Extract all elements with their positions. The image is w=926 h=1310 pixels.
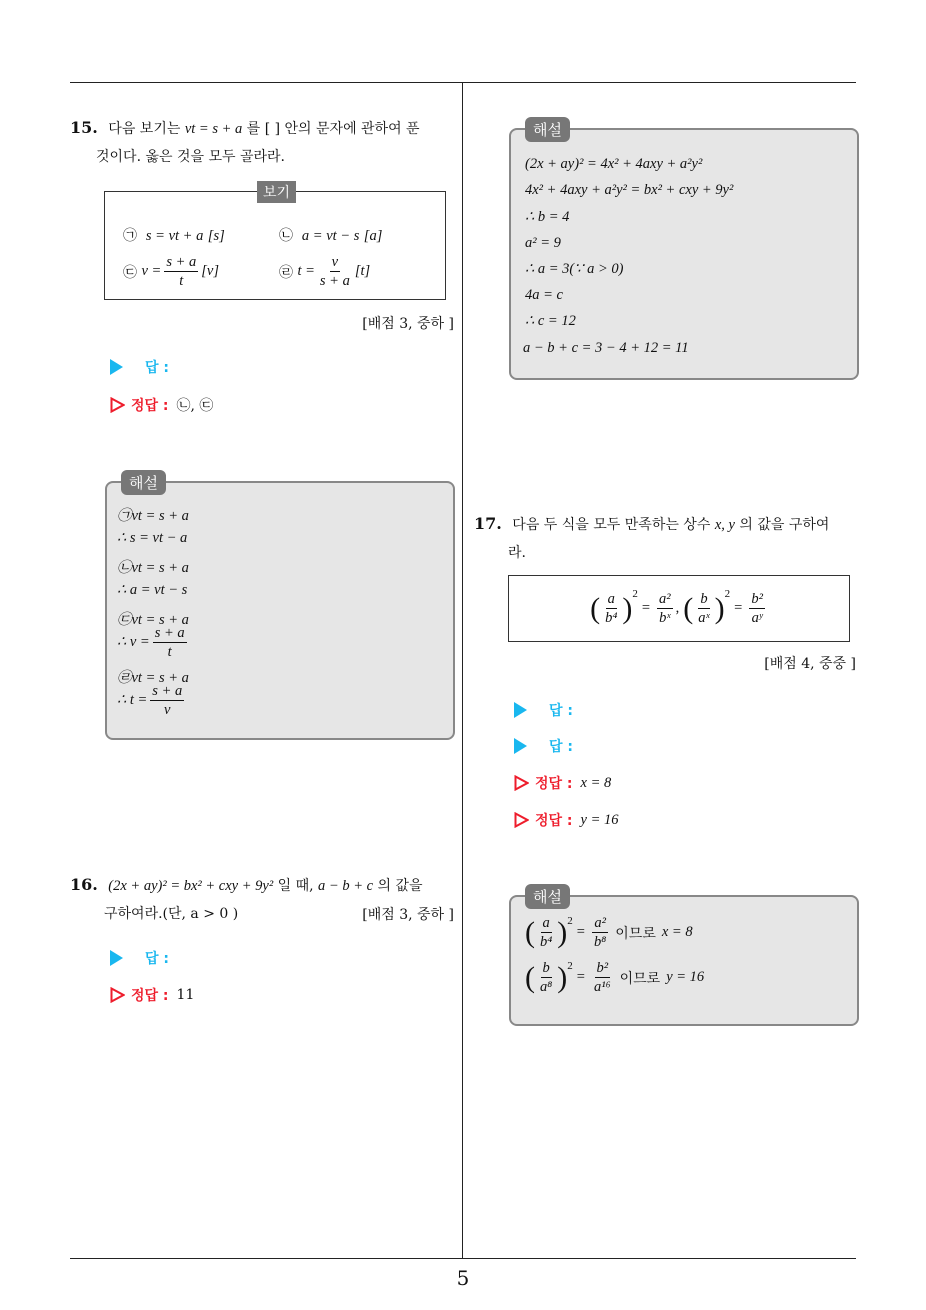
solution-line-fraction xyxy=(117,683,187,718)
answer-label: 답 : xyxy=(145,360,169,376)
q17-answer-row-2[interactable] xyxy=(514,736,573,756)
bogi-mark: ㉣ xyxy=(279,264,293,281)
equals-sign: = xyxy=(576,924,585,940)
exponent: 2 xyxy=(632,588,638,600)
eq-fraction-4 xyxy=(749,591,765,626)
solution-row-2 xyxy=(525,960,704,995)
q17-number: 17. xyxy=(474,514,502,533)
bogi-var: [a] xyxy=(363,228,383,244)
solution-fraction xyxy=(150,683,184,718)
play-icon xyxy=(514,702,527,718)
correct-value: 11 xyxy=(176,987,195,1003)
frac-numerator: b² xyxy=(751,591,763,607)
solution-line: (2x + ay)² = 4x² + 4axy + a²y² xyxy=(525,156,703,172)
correct-label: 정답 : xyxy=(131,398,169,414)
solution-fraction xyxy=(592,960,613,995)
frac-denominator: v xyxy=(164,702,171,718)
open-triangle-icon xyxy=(110,987,125,1003)
solution-line: 4x² + 4axy + a²y² = bx² + cxy + 9y² xyxy=(525,182,734,198)
comma: , xyxy=(675,600,680,616)
frac-denominator: aʸ xyxy=(751,610,763,626)
paren-open: ( xyxy=(525,915,535,949)
open-triangle-icon xyxy=(110,397,125,413)
bogi-item-4 xyxy=(279,254,370,289)
fraction-lhs: ∴ v = xyxy=(117,634,150,650)
q16-line2: 구하여라.(단, a > 0 ) xyxy=(104,906,239,922)
q17-text-a: 다음 두 식을 모두 만족하는 상수 xyxy=(512,517,711,533)
correct-label: 정답 : xyxy=(131,988,169,1004)
eq-fraction-2 xyxy=(657,591,673,626)
paren-open: ( xyxy=(590,591,601,625)
q17-question xyxy=(474,510,864,567)
bogi-item-3 xyxy=(123,254,219,289)
fraction-lhs: ∴ t = xyxy=(117,692,148,708)
bogi-mark: ㉠ xyxy=(123,228,137,244)
bogi-fraction xyxy=(164,254,198,289)
solution-line: ∴ a = vt − s xyxy=(117,582,188,598)
answer-label: 답 : xyxy=(549,739,573,755)
frac-numerator: b xyxy=(542,960,550,976)
solution-row-1 xyxy=(525,915,693,950)
frac-numerator: s + a xyxy=(166,254,197,270)
q15-solution-box xyxy=(105,474,455,740)
solution-text: 이므로 xyxy=(615,925,656,942)
frac-numerator: a² xyxy=(594,915,606,931)
frac-numerator: s + a xyxy=(152,683,183,699)
equals-sign: = xyxy=(641,600,651,616)
frac-denominator: b⁴ xyxy=(605,610,618,626)
answer-label: 답 : xyxy=(145,951,169,967)
solution-text: 이므로 xyxy=(619,970,661,987)
column-divider xyxy=(462,82,463,1259)
q17-line2: 라. xyxy=(508,545,526,561)
bogi-fraction xyxy=(318,254,352,289)
open-triangle-icon xyxy=(514,775,529,791)
q15-text-a: 다음 보기는 xyxy=(108,121,181,137)
q17-equation-box xyxy=(508,575,850,642)
solution-line: a − b + c = 3 − 4 + 12 = 11 xyxy=(523,340,689,356)
correct-value: y = 16 xyxy=(580,811,619,828)
solution-line: ㉣vt = s + a xyxy=(117,670,189,686)
frac-numerator: a xyxy=(542,915,550,931)
frac-numerator: s + a xyxy=(154,625,185,641)
solution-result: x = 8 xyxy=(661,924,693,940)
q16-text-b: 의 값을 xyxy=(377,878,423,894)
eq-fraction-3 xyxy=(696,591,711,626)
paren-close: ) xyxy=(714,591,725,625)
q17-correct-row-1 xyxy=(514,773,611,793)
q15-score: [배점 3, 중하 ] xyxy=(362,316,454,332)
solution-label: 해설 xyxy=(525,884,570,909)
solution-line: a² = 9 xyxy=(525,235,561,251)
solution-line: ㉢vt = s + a xyxy=(117,612,189,628)
frac-denominator: aˣ xyxy=(698,610,710,626)
solution-fraction xyxy=(153,625,187,660)
q16-expression: a − b + c xyxy=(318,878,374,894)
paren-close: ) xyxy=(622,591,633,625)
bogi-lhs: v = xyxy=(141,263,162,279)
q16-score: [배점 3, 중하 ] xyxy=(362,907,454,923)
solution-line: ㉡vt = s + a xyxy=(117,560,189,576)
q15-answer-row[interactable] xyxy=(110,357,169,377)
correct-value: x = 8 xyxy=(580,774,612,791)
frac-numerator: v xyxy=(331,254,339,270)
play-icon xyxy=(514,738,527,754)
solution-label: 해설 xyxy=(121,470,166,495)
q17-vars: x, y xyxy=(714,517,735,533)
solution-label: 해설 xyxy=(525,117,570,142)
paren-open: ( xyxy=(525,960,535,994)
q17-line1 xyxy=(474,510,864,539)
bogi-label: 보기 xyxy=(257,181,296,203)
play-icon xyxy=(110,359,123,375)
equals-sign: = xyxy=(734,600,743,616)
q15-number: 15. xyxy=(70,118,98,137)
play-icon xyxy=(110,950,123,966)
correct-label: 정답 : xyxy=(535,776,573,792)
bogi-item-1 xyxy=(123,225,225,245)
exponent: 2 xyxy=(567,915,573,927)
solution-fraction xyxy=(538,960,554,995)
q16-answer-row[interactable] xyxy=(110,948,169,968)
bogi-lhs: t = xyxy=(297,263,315,279)
paren-open: ( xyxy=(683,591,694,625)
paren-close: ) xyxy=(557,960,568,994)
bogi-mark: ㉡ xyxy=(279,228,293,244)
frac-denominator: a¹⁶ xyxy=(593,979,611,995)
bogi-var: [t] xyxy=(354,263,371,279)
exponent: 2 xyxy=(567,960,573,972)
solution-line: ∴ a = 3(∵ a > 0) xyxy=(525,261,624,277)
frac-denominator: t xyxy=(179,273,184,289)
solution-result: y = 16 xyxy=(666,969,705,985)
frac-numerator: b xyxy=(700,591,708,607)
frac-denominator: bˣ xyxy=(659,610,671,626)
exponent: 2 xyxy=(724,588,731,600)
paren-close: ) xyxy=(557,915,568,949)
frac-denominator: b⁸ xyxy=(593,934,607,950)
bottom-rule xyxy=(70,1258,856,1259)
bogi-item-2 xyxy=(279,225,382,245)
frac-numerator: a² xyxy=(659,591,671,607)
q17-text-b: 의 값을 구하여 xyxy=(739,517,830,533)
solution-line: ∴ s = vt − a xyxy=(117,530,188,546)
q16-solution-box xyxy=(509,121,859,380)
answer-label: 답 : xyxy=(549,703,573,719)
q15-line2: 것이다. 옳은 것을 모두 골라라. xyxy=(96,149,285,165)
eq-fraction-1 xyxy=(603,591,619,626)
frac-numerator: a xyxy=(607,591,615,607)
frac-denominator: s + a xyxy=(319,273,350,289)
q16-text-a: 일 때, xyxy=(277,878,314,894)
bogi-var: [v] xyxy=(201,263,219,279)
bogi-eq: s = vt + a xyxy=(145,228,204,244)
q16-line1 xyxy=(70,871,458,900)
top-rule xyxy=(70,82,856,83)
bogi-var: [s] xyxy=(207,228,225,244)
solution-fraction xyxy=(592,915,608,950)
solution-line: ∴ c = 12 xyxy=(525,313,576,329)
q16-number: 16. xyxy=(70,875,98,894)
q17-solution-box xyxy=(509,888,859,1026)
frac-denominator: a⁸ xyxy=(540,979,553,995)
bogi-mark: ㉢ xyxy=(123,264,137,281)
bogi-eq: a = vt − s xyxy=(301,228,360,244)
frac-numerator: b² xyxy=(596,960,609,976)
q17-score: [배점 4, 중중 ] xyxy=(764,656,856,672)
q15-text-b: 를 [ ] 안의 문자에 관하여 푼 xyxy=(246,121,420,137)
q15-bogi-box xyxy=(104,185,446,300)
solution-line: ∴ b = 4 xyxy=(525,209,570,225)
page-number: 5 xyxy=(456,1266,470,1290)
solution-line: ㉠vt = s + a xyxy=(117,508,189,524)
q15-line1 xyxy=(70,114,458,143)
equals-sign: = xyxy=(576,969,585,985)
solution-line: 4a = c xyxy=(525,287,563,303)
frac-denominator: t xyxy=(167,644,172,660)
open-triangle-icon xyxy=(514,812,529,828)
correct-label: 정답 : xyxy=(535,813,573,829)
correct-value: ㉡, ㉢ xyxy=(176,398,214,414)
q16-equation: (2x + ay)² = bx² + cxy + 9y² xyxy=(108,878,274,894)
frac-denominator: b⁴ xyxy=(540,934,553,950)
solution-line-fraction xyxy=(117,625,190,660)
q16-correct-row xyxy=(110,985,194,1005)
q17-correct-row-2 xyxy=(514,810,619,830)
q15-question xyxy=(70,114,458,171)
q15-equation: vt = s + a xyxy=(184,121,243,137)
q17-answer-row-1[interactable] xyxy=(514,700,573,720)
solution-fraction xyxy=(538,915,554,950)
q15-correct-row xyxy=(110,395,213,415)
